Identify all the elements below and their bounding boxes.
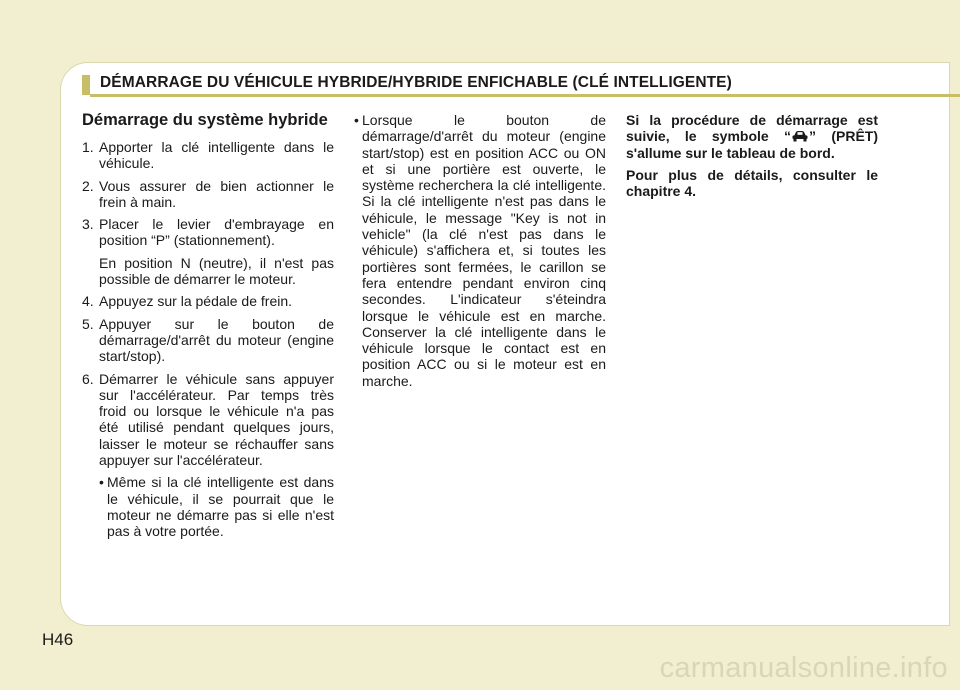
step-number: 4. (82, 293, 94, 310)
header-underline (90, 94, 960, 97)
step-3 (82, 216, 334, 249)
step-number: 3. (82, 216, 94, 233)
bullet-note (82, 474, 334, 539)
section-title: Démarrage du système hybride (82, 111, 328, 129)
ready-indicator-note (626, 112, 878, 161)
ready-note-text-after: ” (PRÊT) s'allume sur le tableau de bord. (626, 128, 878, 161)
step-text: Démarrer le véhicule sans appuyer sur l'accélérateur. Par temps très froid ou lorsque le véhicule n'a pas été utilisé pendant quelques jours, laisser le moteur se réchauffer sans appuyer sur l'accélérateur. (99, 370, 334, 469)
ready-car-icon (791, 130, 809, 142)
step-text: Placer le levier d'embrayage en position “P” (stationnement). (99, 216, 334, 249)
step-text: Vous assurer de bien actionner le frein à main. (99, 177, 334, 210)
ready-note-text-before: Si la procédure de démarrage est suivie, le symbole “ (626, 112, 878, 145)
step-text: Appuyer sur le bouton de démarrage/d'arrêt du moteur (engine start/stop). (99, 315, 334, 365)
step-number: 2. (82, 177, 94, 194)
bullet-symbol: • (99, 474, 104, 491)
page-number: H46 (42, 630, 74, 649)
bullet-text: Lorsque le bouton de démarrage/d'arrêt du moteur (engine start/stop) est en position ACC ou ON et si une portière est ouverte, le système recherchera la clé intelligente. Si la clé intelligente n'est pas dans le véhicule, le message "Key is not in vehicle" (la clé n'est pas dans le véhicule) s'affichera et, si toutes les portières sont fermées, le carillon se fera entendre pendant environ cinq secondes. L'indicateur s'éteindra lorsque le véhicule est en marche. Conserver la clé intelligente dans le véhicule lorsque le contact est en position ACC ou si le moteur est en marche. (362, 112, 606, 389)
column-2 (354, 112, 606, 389)
column-1 (82, 112, 334, 540)
step-4 (82, 293, 334, 309)
step-text: Apporter la clé intelligente dans le véhicule. (99, 139, 334, 172)
column-3 (626, 112, 878, 205)
header-accent-bar (82, 75, 90, 95)
step-number: 5. (82, 315, 94, 332)
page-title: DÉMARRAGE DU VÉHICULE HYBRIDE/HYBRIDE ENFICHABLE (CLÉ INTELLIGENTE) (100, 74, 732, 91)
step-number: 1. (82, 139, 94, 155)
step-1 (82, 139, 334, 172)
step-2 (82, 178, 334, 211)
bullet-symbol: • (354, 112, 359, 128)
watermark: carmanualsonline.info (659, 652, 948, 684)
step-6 (82, 371, 334, 469)
bullet-text: Même si la clé intelligente est dans le véhicule, il se pourrait que le moteur ne démarre pas si elle n'est pas à votre portée. (107, 474, 334, 540)
step-3-note: En position N (neutre), il n'est pas possible de démarrer le moteur. (99, 254, 334, 288)
step-number: 6. (82, 370, 94, 387)
step-text: Appuyez sur la pédale de frein. (99, 293, 293, 310)
more-info-note: Pour plus de détails, consulter le chapitre 4. (626, 166, 878, 200)
bullet-note (354, 112, 606, 389)
step-5 (82, 316, 334, 365)
section-header (82, 74, 960, 96)
